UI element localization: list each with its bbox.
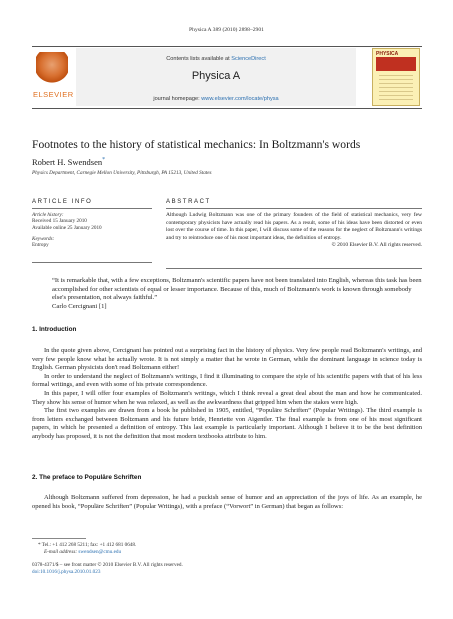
article-info-heading: ARTICLE INFO — [32, 199, 93, 205]
article-info-bottom-rule — [32, 262, 152, 263]
author-line — [32, 157, 105, 167]
author-name: Robert H. Swendsen — [32, 157, 103, 167]
cover-text-lines — [379, 75, 413, 101]
author-footnote — [38, 542, 418, 556]
author-affiliation: Physics Department, Carnegie Mellon University, Pittsburgh, PA 15213, United States — [32, 170, 212, 176]
epigraph-quote — [52, 277, 422, 311]
quote-attribution: Carlo Cercignani [1] — [52, 302, 107, 310]
abstract-copyright: © 2010 Elsevier B.V. All rights reserved. — [331, 242, 422, 249]
section-1-paragraph: In this paper, I will offer four examples of Boltzmann's writings, which I think reveal a great deal about the man and how he communicated. They show his sense of humor when he was relaxed, as well as the awkwardness that gripped him when the stakes were high. — [32, 389, 422, 406]
contents-available-line — [76, 56, 356, 62]
masthead-top-rule — [32, 46, 422, 47]
section-1-body — [32, 347, 422, 442]
article-info-block — [32, 212, 152, 249]
cover-title: PHYSICA — [376, 51, 399, 57]
keywords-label: Keywords: — [32, 236, 55, 242]
doi-link[interactable]: doi:10.1016/j.physa.2010.01.023 — [32, 569, 101, 575]
online-date: Available online 25 January 2010 — [32, 225, 102, 231]
journal-reference: Physica A 389 (2010) 2898–2901 — [189, 27, 264, 33]
elsevier-tree-icon — [36, 52, 68, 84]
abstract-text: Although Ludwig Boltzmann was one of the primary founders of the field of statistical mechanics, very few contemporary physicists have actually read his papers. As a result, some of his ideas have been distorted or even lost over the course of time. In this paper, I will discuss some of the reasons for the neglect of Boltzmann's writings and try to reintroduce one of his most important ideas, the definition of entropy. — [166, 212, 422, 241]
homepage-link[interactable]: www.elsevier.com/locate/physa — [201, 96, 279, 102]
section-1-heading: 1. Introduction — [32, 326, 77, 333]
contents-prefix: Contents lists available at — [166, 56, 232, 62]
front-matter-block — [32, 562, 422, 576]
history-label: Article history: — [32, 212, 64, 218]
homepage-prefix: journal homepage: — [153, 96, 202, 102]
masthead-bottom-rule — [32, 108, 422, 109]
footnote-tel: Tel.: +1 412 268 5211; fax: +1 412 681 0648. — [41, 542, 137, 548]
journal-cover-image — [372, 48, 420, 106]
email-link[interactable]: swendsen@cmu.edu — [78, 549, 122, 555]
elsevier-logo — [33, 52, 74, 104]
email-label: E-mail address: — [44, 549, 79, 555]
abstract-block — [166, 212, 422, 250]
footnote-rule — [32, 538, 86, 539]
abstract-rule — [166, 208, 422, 209]
received-date: Received 15 January 2010 — [32, 218, 87, 224]
journal-name: Physica A — [191, 70, 241, 82]
article-info-rule — [32, 208, 152, 209]
section-2-heading: 2. The preface to Populäre Schriften — [32, 474, 142, 481]
section-1-paragraph: The first two examples are drawn from a book he published in 1905, entitled, “Populäre Schriften” (Popular Writings). The third example is from letters exchanged between Boltzmann and his future bride, Henriette von Aigentler. The final example is from one of his most significant papers, in which he presented a definition of entropy. This last example is particularly important. Although I believe it to be the best definition anybody has proposed, it is not the definition that most modern textbooks attribute to him. — [32, 407, 422, 440]
footnote-mark: * — [38, 542, 41, 548]
quote-text: “It is remarkable that, with a few exceptions, Boltzmann's scientific papers have not been translated into English, whereas this task has been accomplished for other scientists of equal or lesser importance. Because of this, much of Boltzmann's work is known through somebody else's presentation, not always faithful.” — [52, 277, 422, 302]
abstract-heading: ABSTRACT — [166, 199, 211, 205]
cover-band — [376, 57, 416, 71]
issn-line: 0378-4371/$ – see front matter © 2010 Elsevier B.V. All rights reserved. — [32, 562, 183, 568]
elsevier-wordmark: ELSEVIER — [33, 90, 74, 99]
journal-homepage-line — [76, 96, 356, 102]
abstract-bottom-rule — [166, 268, 422, 269]
section-2-paragraph: Although Boltzmann suffered from depression, he had a puckish sense of humor and an appreciation of the joys of life. As an example, he opened his book, “Populäre Schriften” (Popular Writings), with a preface (“Vorwort” in German) that began as follows: — [32, 494, 422, 510]
section-1-paragraph: In order to understand the neglect of Boltzmann's writings, I find it illuminating to compare the style of his scientific papers with that of his less formal writings, and even with some of his private correspondence. — [32, 372, 422, 389]
paper-title: Footnotes to the history of statistical mechanics: In Boltzmann's words — [32, 138, 361, 151]
section-1-paragraph: In the quote given above, Cercignani has pointed out a surprising fact in the history of physics. Very few people read Boltzmann's writings, and very few people know what he actually wrote. It is not simply a matter that he wrote in German, while the dominant language in science today is English. German physicists don't read Boltzmann either! — [32, 347, 422, 372]
keyword-item: Entropy — [32, 242, 49, 248]
author-footnote-mark[interactable]: * — [102, 157, 106, 164]
sciencedirect-link[interactable]: ScienceDirect — [231, 56, 266, 62]
section-2-body — [32, 494, 422, 511]
